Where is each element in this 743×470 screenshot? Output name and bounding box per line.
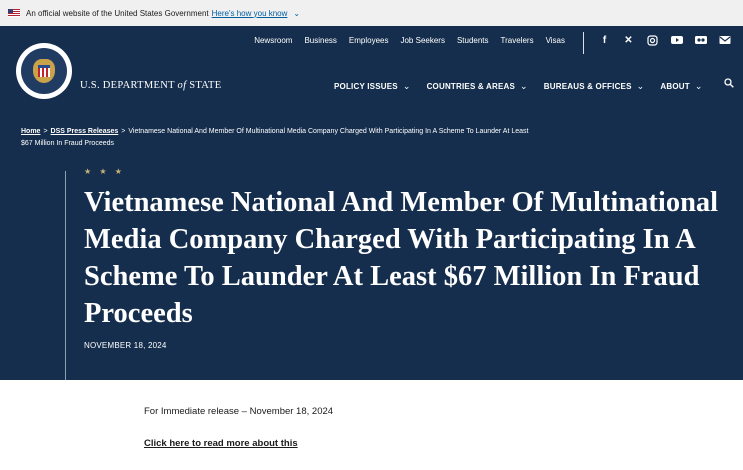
chevron-down-icon[interactable]: ⌄	[293, 8, 301, 18]
flickr-icon[interactable]	[694, 35, 707, 47]
gov-banner	[0, 0, 743, 26]
x-icon[interactable]: ✕	[624, 35, 633, 46]
breadcrumb: Home > DSS Press Releases > Vietnamese National And Member Of Multinational Media Company Charged With Participating In A Scheme To Launder At Least $67 Million In Fraud Proceeds	[21, 128, 529, 147]
breadcrumb-home[interactable]: Home	[21, 128, 41, 135]
decorative-rule	[65, 171, 66, 380]
department-seal-logo[interactable]	[16, 43, 72, 99]
instagram-icon[interactable]	[646, 35, 659, 47]
publish-date: NOVEMBER 18, 2024	[84, 341, 167, 350]
chevron-down-icon: ⌄	[636, 81, 645, 91]
nav-countries-areas[interactable]: COUNTRIES & AREAS ⌄	[426, 81, 528, 91]
chevron-down-icon: ⌄	[402, 81, 411, 91]
gov-banner-text: An official website of the United States Government	[26, 8, 209, 18]
utility-nav	[0, 36, 743, 52]
chevron-down-icon: ⌄	[694, 81, 703, 91]
stars-decoration: ★ ★ ★	[84, 167, 125, 176]
social-links	[598, 35, 731, 47]
utility-link-students[interactable]: Students	[456, 36, 489, 45]
utility-link-travelers[interactable]: Travelers	[500, 36, 534, 45]
nav-policy-issues[interactable]: POLICY ISSUES ⌄	[334, 81, 411, 91]
facebook-icon[interactable]: f	[602, 35, 607, 46]
site-header	[0, 26, 743, 380]
breadcrumb-dss-press-releases[interactable]: DSS Press Releases	[50, 128, 119, 135]
agency-name[interactable]: U.S. DEPARTMENT of STATE	[80, 80, 222, 91]
utility-link-business[interactable]: Business	[304, 36, 337, 45]
utility-link-newsroom[interactable]: Newsroom	[254, 36, 293, 45]
main-nav	[334, 81, 703, 92]
chevron-down-icon: ⌄	[520, 81, 528, 91]
utility-link-visas[interactable]: Visas	[545, 36, 565, 45]
heres-how-you-know-link[interactable]: Here's how you know	[211, 8, 288, 18]
us-flag-icon	[8, 9, 20, 17]
release-line: For Immediate release – November 18, 2024	[144, 406, 334, 417]
nav-about[interactable]: ABOUT ⌄	[660, 81, 703, 91]
utility-link-job-seekers[interactable]: Job Seekers	[400, 36, 445, 45]
utility-link-employees[interactable]: Employees	[348, 36, 389, 45]
page-title: Vietnamese National And Member Of Multinational Media Company Charged With Participating In A Scheme To Launder At Least $67 Million In Fraud Proceeds	[84, 187, 719, 329]
search-icon[interactable]	[724, 78, 734, 88]
nav-bureaus-offices[interactable]: BUREAUS & OFFICES ⌄	[543, 81, 645, 91]
read-more-link[interactable]: Click here to read more about this	[144, 438, 298, 449]
email-icon[interactable]	[718, 35, 731, 47]
breadcrumb-current: Vietnamese National And Member Of Multinational Media Company Charged With Participating In A Scheme To Launder At Least $67 Million In Fraud Proceeds	[21, 128, 529, 147]
utility-divider	[583, 32, 584, 54]
youtube-icon[interactable]	[670, 35, 683, 47]
